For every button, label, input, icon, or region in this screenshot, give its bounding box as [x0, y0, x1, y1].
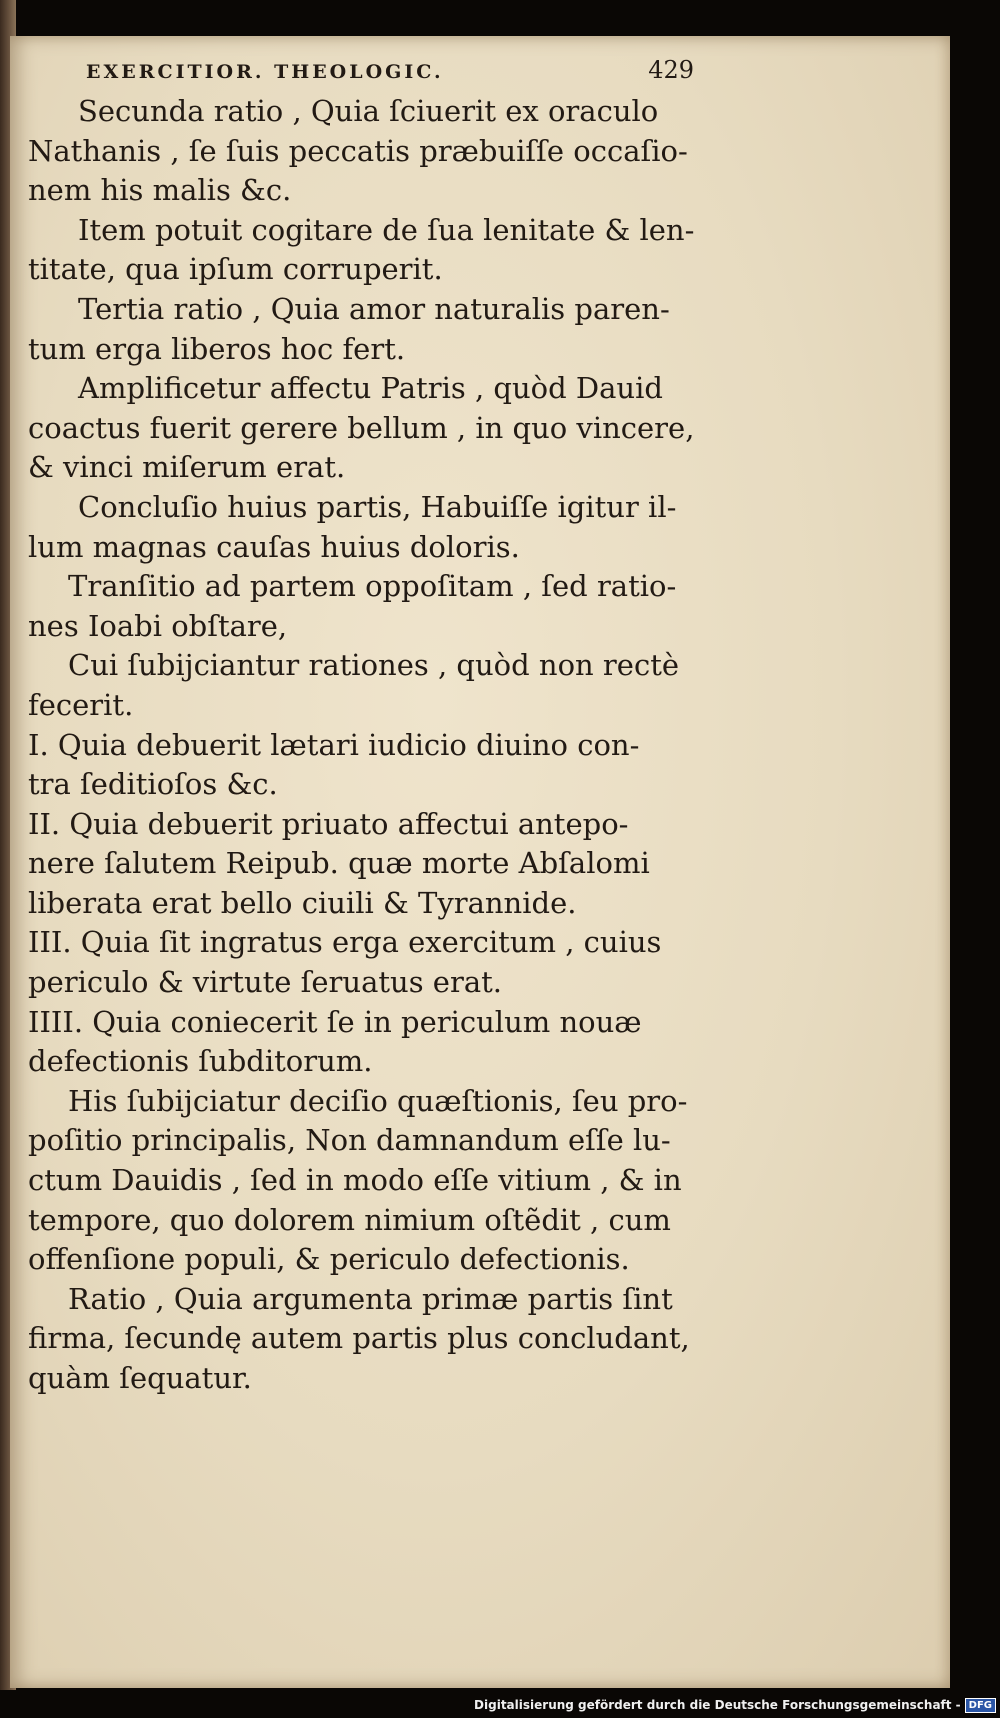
text-line: Ratio , Quia argumenta primæ partis ſint	[68, 1281, 673, 1316]
text-line: periculo & virtute ſeruatus erat.	[28, 965, 502, 1000]
text-block	[28, 48, 700, 1399]
running-head	[28, 48, 700, 92]
text-line: titate, qua ipſum corruperit.	[28, 252, 443, 287]
text-line: tra ſeditioſos &c.	[28, 767, 278, 802]
text-line: firma, ſecundę autem partis plus concludant,	[28, 1321, 690, 1356]
text-line: I. Quia debuerit lætari iudicio diuino con-	[28, 727, 640, 762]
text-line: Secunda ratio , Quia ſciuerit ex oraculo	[78, 94, 659, 128]
running-title: EXERCITIOR. THEOLOGIC.	[86, 61, 444, 83]
text-line: His ſubijciatur deciſio quæſtionis, ſeu pro-	[68, 1083, 688, 1118]
text-line: quàm ſequatur.	[28, 1361, 252, 1395]
dfg-logo-icon: DFG	[965, 1698, 996, 1713]
text-line: & vinci miſerum erat.	[28, 450, 346, 485]
footer-credit: Digitalisierung gefördert durch die Deutsche Forschungsgemeinschaft -	[474, 1698, 961, 1712]
text-line: Cui ſubijciantur rationes , quòd non rectè	[68, 648, 680, 683]
text-line: III. Quia ſit ingratus erga exercitum , cuius	[28, 925, 662, 960]
text-line: IIII. Quia coniecerit ſe in periculum nouæ	[28, 1004, 642, 1039]
text-line: defectionis ſubditorum.	[28, 1044, 373, 1079]
digitization-footer	[474, 1694, 996, 1716]
book-page	[10, 36, 950, 1688]
text-line: lum magnas cauſas huius doloris.	[28, 529, 520, 564]
text-line: nem his malis &c.	[28, 173, 292, 208]
text-line: nes Ioabi obſtare,	[28, 608, 288, 643]
text-line: Tertia ratio , Quia amor naturalis paren-	[78, 291, 670, 326]
text-line: Concluſio huius partis, Habuiſſe igitur il-	[78, 489, 677, 524]
text-line: ctum Dauidis , ſed in modo eſſe vitium , & in	[28, 1163, 682, 1198]
text-line: liberata erat bello ciuili & Tyrannide.	[28, 885, 577, 920]
text-line: tempore, quo dolorem nimium oſtẽdit , cum	[28, 1202, 671, 1237]
text-line: Amplificetur affectu Patris , quòd Dauid	[78, 371, 663, 406]
text-line: offenſione populi, & periculo defectionis.	[28, 1242, 630, 1277]
text-line: II. Quia debuerit priuato affectui antepo-	[28, 806, 629, 841]
text-line: nere ſalutem Reipub. quæ morte Abſalomi	[28, 846, 650, 881]
text-line: poſitio principalis, Non damnandum eſſe lu-	[28, 1123, 671, 1158]
text-line: Item potuit cogitare de ſua lenitate & len-	[78, 212, 695, 247]
page-number: 429	[648, 56, 694, 84]
text-line: tum erga liberos hoc fert.	[28, 331, 406, 366]
text-line: Tranſitio ad partem oppoſitam , ſed ratio-	[68, 569, 677, 604]
text-line: Nathanis , ſe ſuis peccatis præbuiſſe occaſio-	[28, 133, 688, 168]
text-line: fecerit.	[28, 687, 134, 722]
text-line: coactus fuerit gerere bellum , in quo vincere,	[28, 410, 695, 445]
